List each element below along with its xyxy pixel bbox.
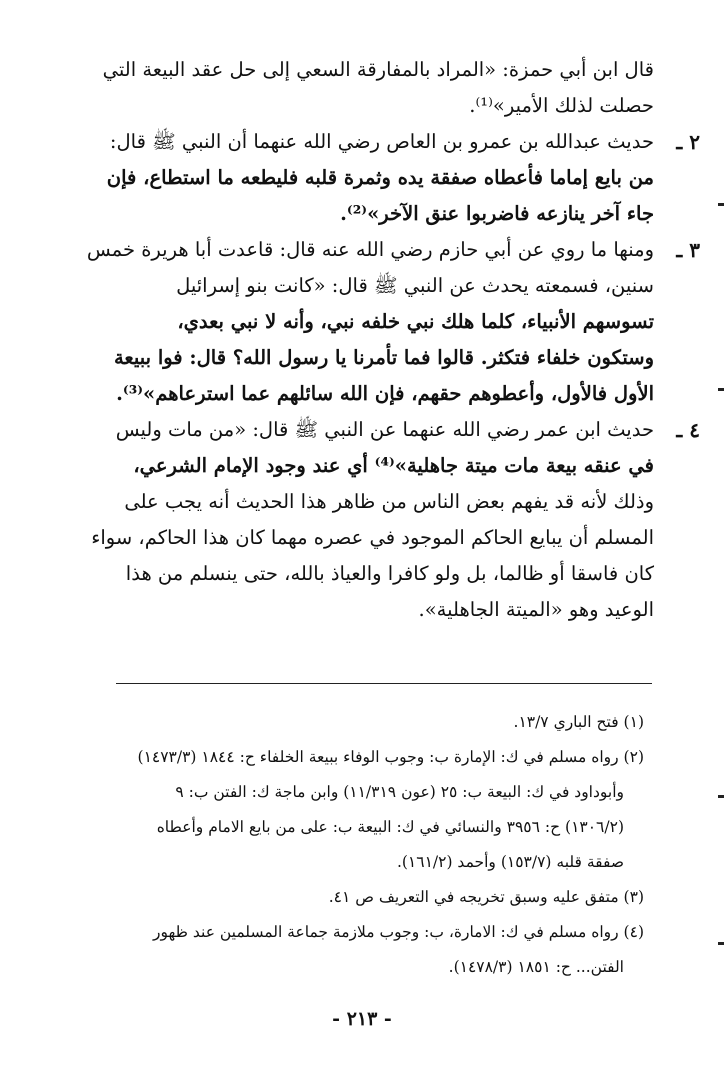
footnote-separator: [116, 683, 652, 684]
line-text: المسلم أن يبايع الحاكم الموجود في عصره مهما كان هذا الحاكم، سواء: [91, 526, 654, 549]
text-line: [84, 196, 654, 232]
item-number: ٣ ـ: [676, 238, 700, 262]
margin-mark: [718, 942, 724, 945]
line-text: جاء آخر ينازعه فاضربوا عنق الآخر»⁽²⁾.: [340, 202, 654, 225]
line-text: حديث عبدالله بن عمرو بن العاص رضي الله عنهما أن النبي ﷺ قال:: [109, 130, 654, 153]
text-line: [84, 448, 654, 484]
text-line: [84, 88, 654, 124]
line-text: حديث ابن عمر رضي الله عنهما عن النبي ﷺ قال: «من مات وليس: [115, 418, 654, 441]
text-line: [84, 304, 654, 340]
margin-mark: [718, 388, 724, 391]
text-line: [84, 376, 654, 412]
line-text: كان فاسقا أو ظالما، بل ولو كافرا والعياذ بالله، حتى ينسلم من هذا: [125, 562, 654, 585]
line-text: في عنقه بيعة مات ميتة جاهلية»⁽⁴⁾ أي عند وجود الإمام الشرعي،: [133, 454, 654, 477]
text-line: [84, 124, 700, 160]
line-text: الأول فالأول، وأعطوهم حقهم، فإن الله سائلهم عما استرعاهم»⁽³⁾.: [116, 382, 654, 405]
item-number: ٤ ـ: [676, 418, 700, 442]
footnote-line: (٣) متفق عليه وسبق تخريجه في التعريف ص ٤١.: [328, 888, 644, 906]
footnote-line: الفتن... ح: ١٨٥١ (١٤٧٨/٣).: [448, 958, 624, 976]
footnotes: [84, 705, 644, 985]
line-text: قال ابن أبي حمزة: «المراد بالمفارقة السعي إلى حل عقد البيعة التي: [102, 58, 654, 81]
margin-mark: [718, 203, 724, 206]
text-line: [84, 484, 654, 520]
text-line: [84, 340, 654, 376]
footnote-line: صفقة قلبه (١٥٣/٧) وأحمد (١٦١/٢).: [396, 853, 624, 871]
text-line: [84, 412, 700, 448]
text-line: [84, 520, 654, 556]
line-text: تسوسهم الأنبياء، كلما هلك نبي خلفه نبي، وأنه لا نبي بعدي،: [177, 310, 654, 333]
text-line: [84, 592, 654, 628]
text-line: [84, 52, 654, 88]
text-line: [84, 232, 700, 268]
main-text: [84, 52, 700, 628]
text-line: [84, 268, 654, 304]
text-line: [84, 160, 654, 196]
line-text: ومنها ما روي عن أبي حازم رضي الله عنه قال: قاعدت أبا هريرة خمس: [86, 238, 654, 261]
footnote-line: (٤) رواه مسلم في ك: الامارة، ب: وجوب ملازمة جماعة المسلمين عند ظهور: [152, 923, 644, 941]
footnote-line: وأبوداود في ك: البيعة ب: ٢٥ (عون ١١/٣١٩) وابن ماجة ك: الفتن ب: ٩: [175, 783, 624, 801]
item-number: ٢ ـ: [676, 130, 700, 154]
line-text: الوعيد وهو «الميتة الجاهلية».: [418, 598, 654, 621]
line-text: سنين، فسمعته يحدث عن النبي ﷺ قال: «كانت بنو إسرائيل: [176, 274, 654, 297]
footnote-line: (١) فتح الباري ١٣/٧.: [513, 713, 644, 731]
footnote-line: (١٣٠٦/٢) ح: ٣٩٥٦ والنسائي في ك: البيعة ب: على من بايع الامام وأعطاه: [156, 818, 624, 836]
line-text: من بايع إماما فأعطاه صفقة يده وثمرة قلبه فليطعه ما استطاع، فإن: [106, 166, 654, 189]
footnote-line: (٢) رواه مسلم في ك: الإمارة ب: وجوب الوفاء ببيعة الخلفاء ح: ١٨٤٤ (١٤٧٣/٣): [137, 748, 644, 766]
page-number: - ٢١٣ -: [332, 1008, 392, 1030]
line-text: وستكون خلفاء فتكثر. قالوا فما تأمرنا يا رسول الله؟ قال: فوا ببيعة: [113, 346, 654, 369]
line-text: حصلت لذلك الأمير»⁽¹⁾.: [469, 94, 654, 117]
line-text: وذلك لأنه قد يفهم بعض الناس من ظاهر هذا الحديث أنه يجب على: [124, 490, 654, 513]
text-line: [84, 556, 654, 592]
margin-mark: [718, 795, 724, 798]
